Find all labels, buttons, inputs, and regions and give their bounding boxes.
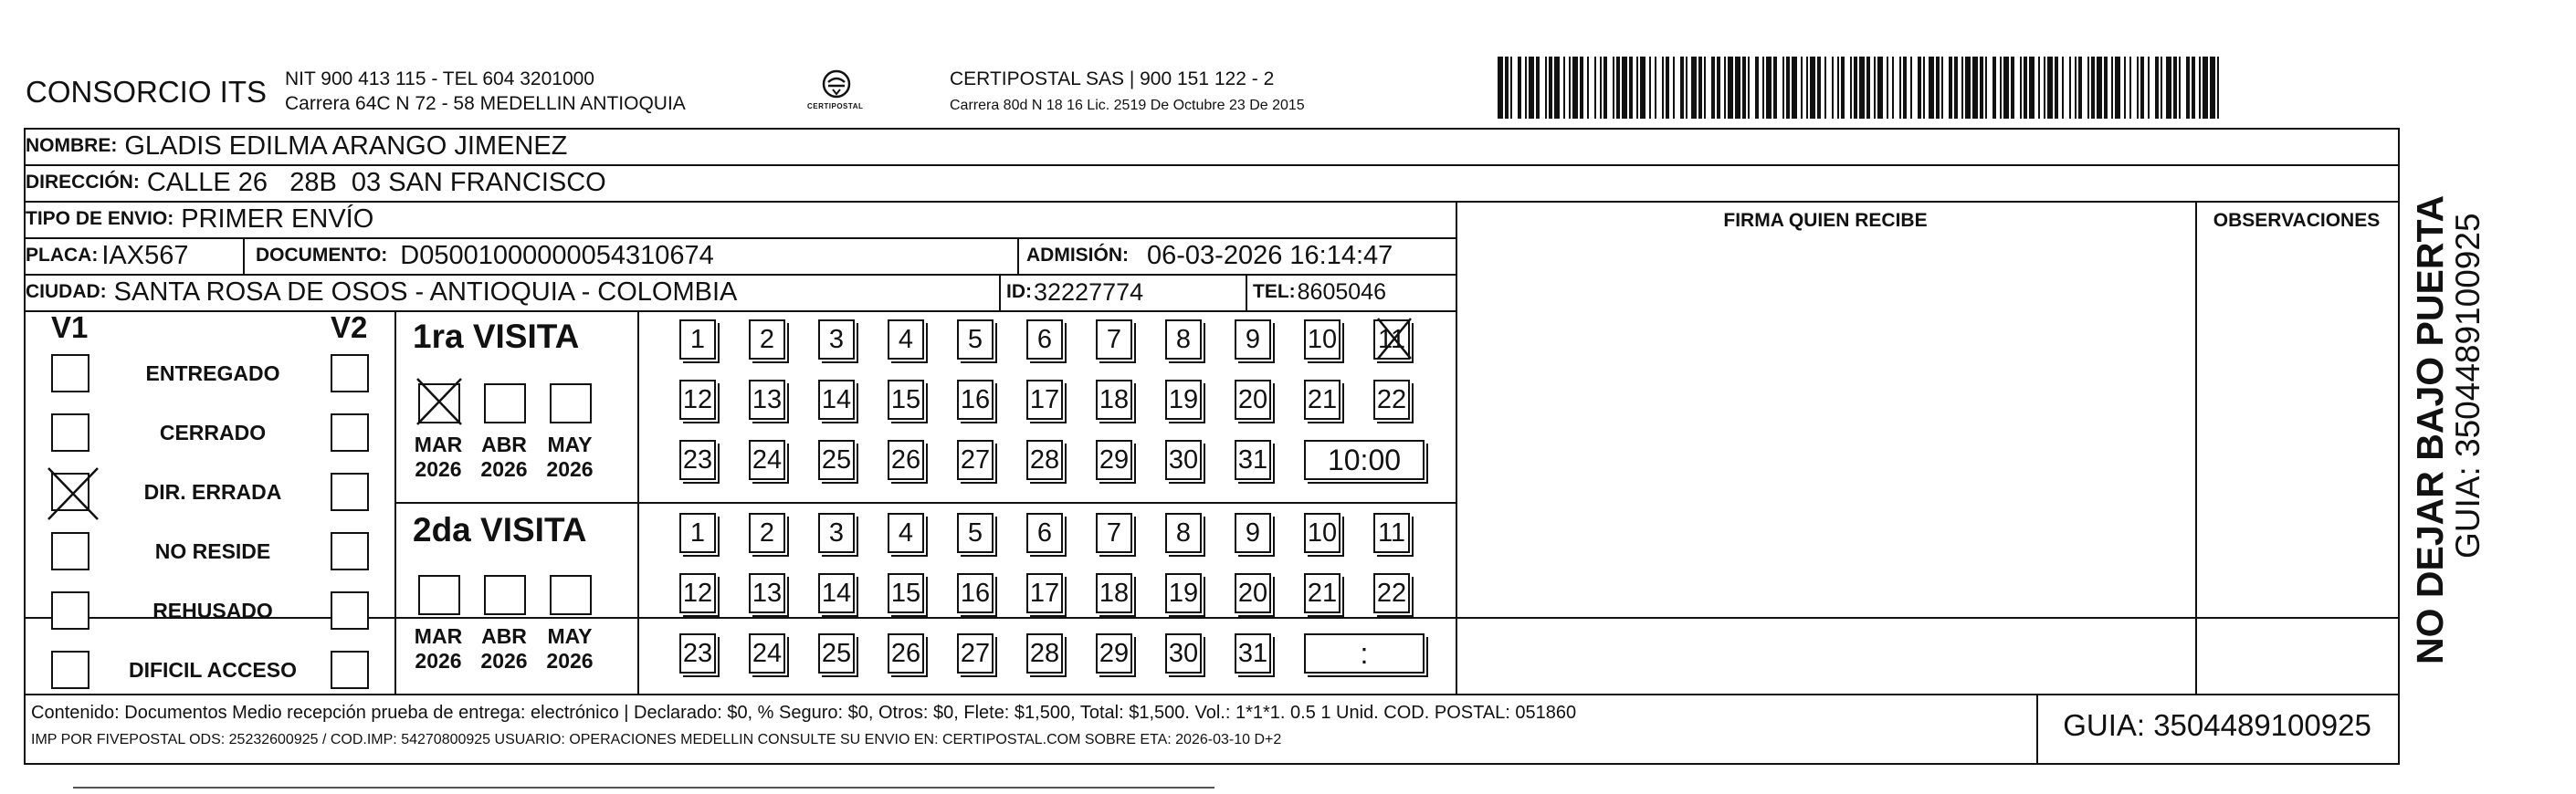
second-day-box[interactable]: 28 xyxy=(1026,633,1063,674)
first-day-box[interactable]: 23 xyxy=(679,440,716,480)
barcode-bar xyxy=(1594,57,1596,119)
barcode-bar xyxy=(1877,57,1883,119)
barcode-bar xyxy=(2111,57,2113,119)
row-documento xyxy=(256,239,714,272)
barcode-bar xyxy=(1724,57,1726,119)
barcode-bar xyxy=(1972,57,1978,119)
barcode-bar xyxy=(2173,57,2177,119)
second-day-box[interactable]: 14 xyxy=(818,573,855,613)
ciudad-value: SANTA ROSA DE OSOS - ANTIOQUIA - COLOMBIA xyxy=(113,277,738,307)
first-day-box[interactable]: 15 xyxy=(888,380,924,420)
barcode-bar xyxy=(2038,57,2040,119)
row-tel xyxy=(1253,276,1386,308)
barcode-bar xyxy=(1918,57,1921,119)
courier-name: CERTIPOSTAL SAS | 900 151 122 - 2 xyxy=(950,68,1275,89)
barcode-bar xyxy=(1735,57,1740,119)
barcode-bar xyxy=(1666,57,1669,119)
v2-checkbox[interactable] xyxy=(331,651,369,689)
v2-checkbox[interactable] xyxy=(331,354,369,392)
second-month-checkbox[interactable] xyxy=(418,575,460,615)
barcode-bar xyxy=(1874,57,1876,119)
second-month-label: MAR 2026 xyxy=(414,624,463,673)
first-day-box[interactable]: 10 xyxy=(1304,319,1341,360)
row-tipo xyxy=(26,203,373,235)
barcode-bar xyxy=(1505,57,1509,119)
footer-content: Contenido: Documentos Medio recepción prueba de entrega: electrónico | Declarado: $0, % Seguro: $0, Otros: $0, Flete: $1,500, Total: $1,500. Vol.: 1*1*1. 0.5 1 Unid. COD. POSTAL: 051860 xyxy=(31,703,1577,723)
logo-caption: CERTIPOSTAL xyxy=(807,102,864,110)
first-visit-title: 1ra VISITA xyxy=(413,318,580,355)
second-month-label: MAY 2026 xyxy=(546,624,594,673)
tel-value: 8605046 xyxy=(1297,278,1386,305)
barcode-bar xyxy=(2075,57,2077,119)
second-day-box[interactable]: 7 xyxy=(1096,513,1132,553)
barcode-bar xyxy=(1810,57,1815,119)
nombre-label: NOMBRE: xyxy=(26,135,118,156)
barcode-bar xyxy=(1498,57,1503,119)
barcode-bar xyxy=(2029,57,2035,119)
second-month-checkbox[interactable] xyxy=(484,575,526,615)
first-day-box[interactable]: 26 xyxy=(888,440,924,480)
company-name: CONSORCIO ITS xyxy=(26,75,268,109)
barcode-bar xyxy=(1622,57,1627,119)
barcode-bar xyxy=(1832,57,1834,119)
placa-label: PLACA: xyxy=(26,245,99,266)
barcode-bar xyxy=(2024,57,2027,119)
v1-checkbox[interactable] xyxy=(51,473,89,511)
direccion-value: CALLE 26 28B 03 SAN FRANCISCO xyxy=(146,167,606,197)
barcode-bar xyxy=(1854,57,1857,119)
v1-checkbox[interactable] xyxy=(51,651,89,689)
first-day-box[interactable]: 9 xyxy=(1235,319,1271,360)
barcode-bar xyxy=(1941,57,1943,119)
first-day-box[interactable]: 5 xyxy=(957,319,994,360)
first-day-box[interactable]: 28 xyxy=(1026,440,1063,480)
barcode-bar xyxy=(1600,57,1602,119)
side-warning: NO DEJAR BAJO PUERTA xyxy=(2409,194,2451,664)
first-day-box[interactable]: 31 xyxy=(1235,440,1271,480)
status-label: DIR. ERRADA xyxy=(143,480,282,504)
courier-address: Carrera 80d N 18 16 Lic. 2519 De Octubre 23 De 2015 xyxy=(950,98,1305,113)
barcode-bar xyxy=(1985,57,1987,119)
first-day-box[interactable]: 30 xyxy=(1165,440,1202,480)
first-day-box[interactable]: 14 xyxy=(818,380,855,420)
tipo-value: PRIMER ENVÍO xyxy=(181,204,374,234)
barcode-bar xyxy=(1817,57,1821,119)
second-month-label: ABR 2026 xyxy=(480,624,528,673)
second-day-box[interactable]: 27 xyxy=(957,633,994,674)
second-day-box[interactable]: 1 xyxy=(679,513,716,553)
row-ciudad xyxy=(26,276,737,308)
first-day-box[interactable]: 24 xyxy=(749,440,785,480)
barcode-bar xyxy=(1640,57,1645,119)
second-day-box[interactable]: 16 xyxy=(957,573,994,613)
status-label: ENTREGADO xyxy=(145,361,280,385)
id-label: ID: xyxy=(1006,281,1032,302)
second-day-box[interactable]: 23 xyxy=(679,633,716,674)
barcode-bar xyxy=(1636,57,1638,119)
first-day-box[interactable]: 19 xyxy=(1165,380,1202,420)
first-day-box[interactable]: 12 xyxy=(679,380,716,420)
barcode-bar xyxy=(1773,57,1777,119)
barcode-bar xyxy=(1806,57,1808,119)
first-day-box[interactable]: 4 xyxy=(888,319,924,360)
second-day-box[interactable]: 5 xyxy=(957,513,994,553)
barcode-bar xyxy=(1698,57,1702,119)
barcode-bar xyxy=(2055,57,2058,119)
barcode-bar xyxy=(2137,57,2139,119)
tel-label: TEL: xyxy=(1253,281,1296,302)
first-month-label: ABR 2026 xyxy=(480,433,528,481)
v1-header: V1 xyxy=(51,310,89,344)
first-day-box[interactable]: 8 xyxy=(1165,319,1202,360)
barcode-bar xyxy=(1510,57,1512,119)
barcode-bar xyxy=(1929,57,1934,119)
barcode-bar xyxy=(1923,57,1925,119)
barcode-bar xyxy=(1587,57,1589,119)
second-day-box[interactable]: 8 xyxy=(1165,513,1202,553)
barcode-bar xyxy=(2062,57,2064,119)
v1-checkbox[interactable] xyxy=(51,413,89,452)
barcode-bar xyxy=(1936,57,1940,119)
barcode-bar xyxy=(1824,57,1826,119)
barcode-bar xyxy=(2069,57,2071,119)
barcode-bar xyxy=(2047,57,2053,119)
second-day-box[interactable]: 19 xyxy=(1165,573,1202,613)
second-day-box[interactable]: 26 xyxy=(888,633,924,674)
ciudad-label: CIUDAD: xyxy=(26,281,107,302)
barcode-bar xyxy=(2115,57,2120,119)
company-nit: NIT 900 413 115 - TEL 604 3201000 xyxy=(285,68,594,89)
v2-header: V2 xyxy=(331,310,368,344)
row-placa xyxy=(26,239,188,272)
documento-value: D05001000000054310674 xyxy=(400,240,714,270)
v1-checkbox[interactable] xyxy=(51,591,89,630)
barcode-bar xyxy=(1782,57,1784,119)
barcode-bar xyxy=(2217,57,2219,119)
barcode-bar xyxy=(1748,57,1750,119)
barcode-bar xyxy=(2179,57,2181,119)
second-day-box[interactable]: 21 xyxy=(1304,573,1341,613)
barcode-bar xyxy=(2140,57,2144,119)
second-day-box[interactable]: 15 xyxy=(888,573,924,613)
barcode-bar xyxy=(2011,57,2014,119)
second-visit-title: 2da VISITA xyxy=(413,511,587,548)
first-day-box[interactable]: 22 xyxy=(1373,380,1410,420)
barcode-bar xyxy=(1563,57,1565,119)
barcode-bar xyxy=(1899,57,1901,119)
barcode-bar xyxy=(1866,57,1870,119)
first-day-box[interactable]: 27 xyxy=(957,440,994,480)
barcode-bar xyxy=(1910,57,1912,119)
barcode-bar xyxy=(1529,57,1534,119)
barcode-bar xyxy=(2155,57,2159,119)
barcode-bar xyxy=(2129,57,2131,119)
firma-header: FIRMA QUIEN RECIBE xyxy=(1723,210,1928,231)
first-day-box[interactable]: 13 xyxy=(749,380,785,420)
second-day-box[interactable]: 25 xyxy=(818,633,855,674)
barcode-bar xyxy=(1549,57,1552,119)
second-day-box[interactable]: 13 xyxy=(749,573,785,613)
footer-guia: GUIA: 3504489100925 xyxy=(2063,708,2371,742)
barcode-bar xyxy=(1554,57,1560,119)
barcode-bar xyxy=(2166,57,2171,119)
barcode-bar xyxy=(1961,57,1963,119)
first-day-box[interactable]: 20 xyxy=(1235,380,1271,420)
barcode-bar xyxy=(2003,57,2009,119)
barcode-bar xyxy=(2078,57,2082,119)
row-id xyxy=(1006,276,1143,308)
second-day-box[interactable]: 2 xyxy=(749,513,785,553)
barcode-bar xyxy=(1603,57,1607,119)
barcode-bar xyxy=(1655,57,1656,119)
first-day-box[interactable]: 21 xyxy=(1304,380,1341,420)
barcode-bar xyxy=(2161,57,2162,119)
admision-value: 06-03-2026 16:14:47 xyxy=(1147,240,1393,270)
barcode-bar xyxy=(1518,57,1521,119)
second-day-box[interactable]: 29 xyxy=(1096,633,1132,674)
first-month-label: MAY 2026 xyxy=(546,433,594,481)
barcode-bar xyxy=(2210,57,2215,119)
barcode-bar xyxy=(1755,57,1759,119)
barcode-bar xyxy=(1903,57,1907,119)
barcode-bar xyxy=(1662,57,1664,119)
barcode-bar xyxy=(1536,57,1540,119)
barcode-bar xyxy=(1704,57,1706,119)
nombre-value: GLADIS EDILMA ARANGO JIMENEZ xyxy=(124,131,568,161)
first-day-box[interactable]: 29 xyxy=(1096,440,1132,480)
barcode-bar xyxy=(1949,57,1952,119)
barcode-bar xyxy=(1728,57,1733,119)
v2-checkbox[interactable] xyxy=(331,473,369,511)
first-day-box[interactable]: 3 xyxy=(818,319,855,360)
v2-checkbox[interactable] xyxy=(331,413,369,452)
second-day-box[interactable]: 12 xyxy=(679,573,716,613)
first-day-box[interactable]: 6 xyxy=(1026,319,1063,360)
second-day-box[interactable]: 9 xyxy=(1235,513,1271,553)
first-month-checkbox[interactable] xyxy=(550,383,592,423)
barcode-bar xyxy=(1762,57,1764,119)
barcode-bar xyxy=(1717,57,1720,119)
barcode-bar xyxy=(1841,57,1845,119)
row-admision xyxy=(1026,239,1393,272)
first-day-box[interactable]: 25 xyxy=(818,440,855,480)
barcode-bar xyxy=(1992,57,1996,119)
first-day-box[interactable]: 17 xyxy=(1026,380,1063,420)
second-month-checkbox[interactable] xyxy=(550,575,592,615)
company-address: Carrera 64C N 72 - 58 MEDELLIN ANTIOQUIA xyxy=(285,93,686,114)
v2-checkbox[interactable] xyxy=(331,532,369,570)
direccion-label: DIRECCIÓN: xyxy=(26,172,140,193)
barcode-bar xyxy=(1837,57,1839,119)
barcode-bar xyxy=(2044,57,2045,119)
barcode-bar xyxy=(2104,57,2108,119)
barcode-bar xyxy=(1792,57,1797,119)
second-day-box[interactable]: 20 xyxy=(1235,573,1271,613)
barcode-bar xyxy=(1859,57,1865,119)
barcode-bar xyxy=(1569,57,1571,119)
barcode-bar xyxy=(1711,57,1715,119)
barcode-bar xyxy=(2192,57,2195,119)
first-month-checkbox[interactable] xyxy=(484,383,526,423)
v2-checkbox[interactable] xyxy=(331,591,369,630)
first-day-box[interactable]: 7 xyxy=(1096,319,1132,360)
barcode-bar xyxy=(1691,57,1697,119)
status-label: NO RESIDE xyxy=(154,539,271,563)
barcode-bar xyxy=(1616,57,1620,119)
second-day-box[interactable]: 31 xyxy=(1235,633,1271,674)
barcode-bar xyxy=(1850,57,1852,119)
first-month-checkbox[interactable] xyxy=(418,383,460,423)
barcode-bar xyxy=(1580,57,1583,119)
barcode-bar xyxy=(2203,57,2208,119)
barcode-bar xyxy=(1525,57,1527,119)
row-nombre xyxy=(26,130,567,162)
side-guia: GUIA: 3504489100925 xyxy=(2449,213,2487,559)
first-day-box[interactable]: 16 xyxy=(957,380,994,420)
placa-value: IAX567 xyxy=(101,240,189,270)
status-label: REHUSADO xyxy=(152,599,273,622)
barcode-bar xyxy=(2199,57,2201,119)
status-label: DIFICIL ACCESO xyxy=(128,658,297,682)
documento-label: DOCUMENTO: xyxy=(256,245,388,266)
footer-print-info: IMP POR FIVEPOSTAL ODS: 25232600925 / COD.IMP: 54270800925 USUARIO: OPERACIONES MEDELLIN CONSULTE SU ENVIO EN: CERTIPOSTAL.COM SOBRE ETA: 2026-03-10 D+2 xyxy=(31,732,1282,747)
barcode-bar xyxy=(2124,57,2126,119)
observaciones-header: OBSERVACIONES xyxy=(2213,210,2381,231)
first-day-box[interactable]: 2 xyxy=(749,319,785,360)
v1-checkbox[interactable] xyxy=(51,354,89,392)
v1-checkbox[interactable] xyxy=(51,532,89,570)
row-direccion xyxy=(26,166,606,199)
barcode-bar xyxy=(1680,57,1684,119)
barcode-bar xyxy=(1766,57,1772,119)
second-day-box[interactable]: 17 xyxy=(1026,573,1063,613)
first-day-box[interactable]: 11 xyxy=(1373,319,1410,360)
tipo-label: TIPO DE ENVIO: xyxy=(26,208,174,229)
barcode-bar xyxy=(1629,57,1633,119)
barcode-bar xyxy=(1892,57,1894,119)
barcode-bar xyxy=(1613,57,1614,119)
id-value: 32227774 xyxy=(1034,277,1144,306)
second-day-box[interactable]: 4 xyxy=(888,513,924,553)
barcode-bar xyxy=(1887,57,1888,119)
barcode-bar xyxy=(2020,57,2022,119)
second-day-box[interactable]: 22 xyxy=(1373,573,1410,613)
barcode-bar xyxy=(2091,57,2095,119)
first-day-box[interactable]: 1 xyxy=(679,319,716,360)
barcode-bar xyxy=(1965,57,1971,119)
barcode-bar xyxy=(1572,57,1578,119)
second-day-box[interactable]: 10 xyxy=(1304,513,1341,553)
barcode-bar xyxy=(2148,57,2150,119)
first-day-box[interactable]: 18 xyxy=(1096,380,1132,420)
second-day-box[interactable]: 11 xyxy=(1373,513,1410,553)
second-day-box[interactable]: 24 xyxy=(749,633,785,674)
barcode-bar xyxy=(1649,57,1651,119)
barcode-bar xyxy=(2087,57,2089,119)
second-day-box[interactable]: 30 xyxy=(1165,633,1202,674)
barcode-bar xyxy=(1980,57,1983,119)
second-day-box[interactable]: 6 xyxy=(1026,513,1063,553)
barcode-bar xyxy=(1801,57,1803,119)
second-time-box[interactable]: : xyxy=(1304,633,1425,674)
second-day-box[interactable]: 3 xyxy=(818,513,855,553)
barcode-bar xyxy=(1673,57,1675,119)
admision-label: ADMISIÓN: xyxy=(1026,245,1129,266)
barcode-bar xyxy=(2000,57,2002,119)
barcode-bar xyxy=(1742,57,1746,119)
status-label: CERRADO xyxy=(159,421,267,444)
first-time-box[interactable]: 10:00 xyxy=(1304,440,1425,480)
barcode-bar xyxy=(1686,57,1688,119)
barcode-bar xyxy=(2186,57,2190,119)
barcode-bar xyxy=(1954,57,1958,119)
first-month-label: MAR 2026 xyxy=(414,433,463,481)
barcode-bar xyxy=(1786,57,1790,119)
barcode-bar xyxy=(1545,57,1547,119)
barcode xyxy=(1498,57,2219,119)
second-day-box[interactable]: 18 xyxy=(1096,573,1132,613)
barcode-bar xyxy=(2097,57,2102,119)
